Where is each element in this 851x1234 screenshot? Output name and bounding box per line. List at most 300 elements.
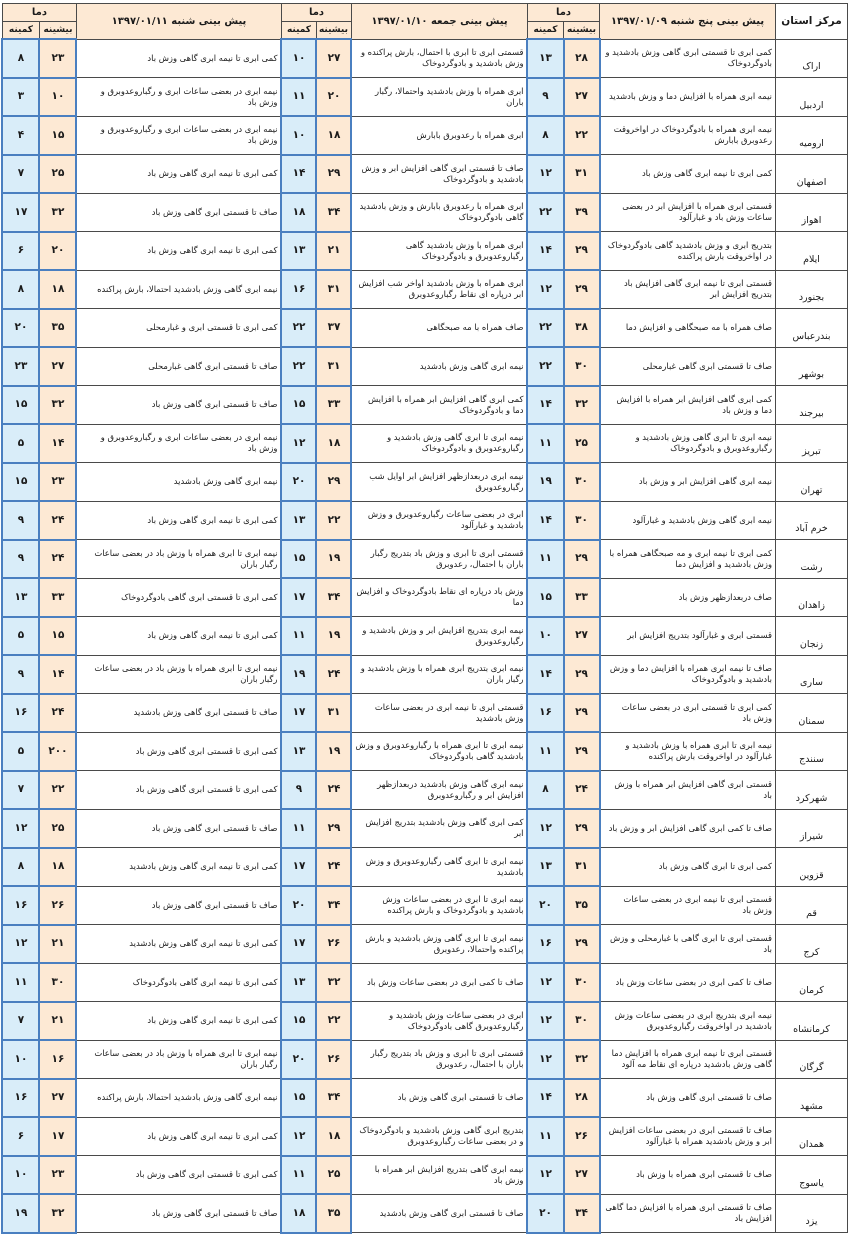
day2-max-temp: ۱۹: [316, 540, 351, 579]
day3-min-temp: ۱۷: [2, 193, 39, 232]
day1-min-temp: ۱۰: [527, 617, 563, 656]
day2-forecast: نیمه ابری گاهی وزش بادشدید دربعدازظهر افزایش ابر و رگباروعدوبرق: [351, 771, 527, 810]
day1-forecast: صاف دربعدازظهر وزش باد: [600, 578, 776, 617]
day1-forecast: کمی ابری گاهی افزایش ابر همراه با افزایش دما و وزش باد: [600, 386, 776, 425]
day2-min-temp: ۱۳: [281, 732, 316, 771]
table-row: [2, 309, 847, 348]
day3-forecast: صاف تا قسمتی ابری گاهی وزش باد: [76, 193, 281, 232]
day3-forecast: کمی ابری تا نیمه ابری گاهی وزش باد: [76, 232, 281, 271]
day3-forecast: کمی ابری تا قسمتی ابری گاهی وزش باد: [76, 771, 281, 810]
table-row: [2, 655, 847, 694]
day3-min-temp: ۱۵: [2, 463, 39, 502]
day1-min-temp: ۲۲: [527, 193, 563, 232]
day1-min-temp: ۱۴: [527, 386, 563, 425]
day2-forecast: قسمتی ابری تا ابری و وزش باد بتدریج رگبار باران با احتمال، رعدوبرق: [351, 540, 527, 579]
table-row: [2, 39, 847, 78]
day3-forecast: کمی ابری تا نیمه ابری گاهی بادوگردوخاک: [76, 963, 281, 1002]
day3-min-temp: ۸: [2, 270, 39, 309]
day1-min-temp: ۱۴: [527, 655, 563, 694]
day3-forecast: صاف تا قسمتی ابری گاهی وزش باد: [76, 386, 281, 425]
day3-max-temp: ۲۰: [39, 232, 76, 271]
day3-forecast: نیمه ابری گاهی وزش بادشدید: [76, 463, 281, 502]
day1-max-temp: ۳۱: [564, 155, 600, 194]
table-row: [2, 193, 847, 232]
day1-min-temp: ۱۲: [527, 270, 563, 309]
day1-max-temp: ۲۹: [564, 655, 600, 694]
day1-forecast: صاف تا کمی ابری در بعضی ساعات وزش باد: [600, 963, 776, 1002]
day1-min-temp: ۱۲: [527, 809, 563, 848]
day2-forecast: قسمتی ابری تا ابری و وزش باد بتدریج رگبار باران با احتمال، رعدوبرق: [351, 1040, 527, 1079]
day3-max-temp: ۲۳: [39, 1156, 76, 1195]
day3-min-temp: ۴: [2, 116, 39, 155]
day3-min-temp: ۱۲: [2, 809, 39, 848]
day2-min-temp: ۱۵: [281, 540, 316, 579]
province-name: زنجان: [776, 617, 848, 656]
day3-min-temp: ۲۰: [2, 309, 39, 348]
day2-min-temp: ۱۳: [281, 232, 316, 271]
day2-forecast: نیمه ابری گاهی وزش بادشدید: [351, 347, 527, 386]
province-name: خرم آباد: [776, 501, 848, 540]
day2-max-header: بیشینه: [316, 22, 351, 40]
day1-max-temp: ۳۰: [564, 347, 600, 386]
day1-max-temp: ۳۱: [564, 848, 600, 887]
province-name: شهرکرد: [776, 771, 848, 810]
header-row: [2, 4, 847, 22]
day1-forecast: نیمه ابری همراه با بادوگردوخاک در اواخروقت رعدوبرق بابارش: [600, 116, 776, 155]
day2-forecast: صاف همراه با مه صبحگاهی: [351, 309, 527, 348]
day2-max-temp: ۳۱: [316, 347, 351, 386]
day3-max-temp: ۳۰: [39, 963, 76, 1002]
day2-max-temp: ۳۱: [316, 694, 351, 733]
day1-forecast: بتدریج ابری و وزش بادشدید گاهی بادوگردوخاک در اواخروقت بارش پراکنده: [600, 232, 776, 271]
day3-min-temp: ۷: [2, 771, 39, 810]
day2-min-temp: ۱۵: [281, 1079, 316, 1118]
day2-min-temp: ۲۰: [281, 1040, 316, 1079]
day2-max-temp: ۳۵: [316, 1194, 351, 1233]
day2-forecast: نیمه ابری تا ابری گاهی وزش بادشدید و بارش پراکنده واحتمالا، رعدوبرق: [351, 925, 527, 964]
day3-forecast: کمی ابری تا نیمه ابری گاهی وزش باد: [76, 39, 281, 78]
day3-max-header: بیشینه: [39, 22, 76, 40]
province-name: تبریز: [776, 424, 848, 463]
province-name: کرمان: [776, 963, 848, 1002]
day1-max-temp: ۲۸: [564, 1079, 600, 1118]
day2-min-temp: ۱۹: [281, 655, 316, 694]
day1-forecast: قسمتی ابری گاهی افزایش ابر همراه با وزش باد: [600, 771, 776, 810]
day1-forecast: کمی ابری تا قسمتی ابری در بعضی ساعات وزش باد: [600, 694, 776, 733]
day2-max-temp: ۲۲: [316, 501, 351, 540]
forecast-table: [1, 3, 848, 1234]
day3-min-temp: ۱۲: [2, 925, 39, 964]
day1-min-temp: ۱۴: [527, 1079, 563, 1118]
day1-max-temp: ۳۳: [564, 578, 600, 617]
day3-max-temp: ۳۲: [39, 193, 76, 232]
day1-max-temp: ۳۸: [564, 309, 600, 348]
day3-max-temp: ۲۳: [39, 39, 76, 78]
day2-max-temp: ۳۴: [316, 193, 351, 232]
day2-min-temp: ۱۴: [281, 155, 316, 194]
day1-min-temp: ۱۲: [527, 1040, 563, 1079]
day2-forecast: نیمه ابری تا ابری گاهی رگباروعدوبرق و وزش بادشدید: [351, 848, 527, 887]
province-name: تهران: [776, 463, 848, 502]
province-name: سمنان: [776, 694, 848, 733]
day3-min-temp: ۱۳: [2, 578, 39, 617]
province-name: مشهد: [776, 1079, 848, 1118]
day2-max-temp: ۲۴: [316, 771, 351, 810]
day1-min-temp: ۸: [527, 116, 563, 155]
day2-forecast: نیمه ابری دربعدازظهر افزایش ابر اوایل شب رگباروعدوبرق: [351, 463, 527, 502]
day1-max-temp: ۳۰: [564, 1002, 600, 1041]
day1-forecast: قسمتی ابری و غبارآلود بتدریج افزایش ابر: [600, 617, 776, 656]
day1-temp-header: دما: [527, 4, 599, 22]
day3-min-temp: ۶: [2, 1117, 39, 1156]
day1-min-temp: ۱۲: [527, 155, 563, 194]
day2-forecast: نیمه ابری تا ابری گاهی وزش بادشدید و رگباروعدوبرق و بادوگردوخاک: [351, 424, 527, 463]
day2-min-temp: ۱۲: [281, 1117, 316, 1156]
day3-min-temp: ۱۶: [2, 694, 39, 733]
day1-max-header: بیشینه: [564, 22, 600, 40]
table-row: [2, 732, 847, 771]
day1-forecast: کمی ابری تا ابری گاهی وزش باد: [600, 848, 776, 887]
day1-forecast: کمی ابری تا نیمه ابری و مه صبحگاهی همراه با وزش بادشدید و افزایش دما: [600, 540, 776, 579]
day1-forecast: صاف تا قسمتی ابری در بعضی ساعات افزایش ابر و وزش بادشدید همراه با غبارآلود: [600, 1117, 776, 1156]
province-name: ارومیه: [776, 116, 848, 155]
province-name: بجنورد: [776, 270, 848, 309]
day1-max-temp: ۲۸: [564, 39, 600, 78]
day2-forecast: قسمتی ابری تا نیمه ابری در بعضی ساعات وزش بادشدید: [351, 694, 527, 733]
day1-max-temp: ۲۷: [564, 1156, 600, 1195]
table-row: [2, 1040, 847, 1079]
day2-forecast: صاف تا قسمتی ابری گاهی وزش باد: [351, 1079, 527, 1118]
day1-max-temp: ۲۹: [564, 809, 600, 848]
day3-min-temp: ۹: [2, 501, 39, 540]
day1-min-temp: ۱۴: [527, 501, 563, 540]
day1-forecast: نیمه ابری گاهی وزش بادشدید و غبارآلود: [600, 501, 776, 540]
day1-max-temp: ۲۹: [564, 232, 600, 271]
day3-max-temp: ۱۴: [39, 655, 76, 694]
day3-forecast: صاف تا قسمتی ابری گاهی وزش باد: [76, 886, 281, 925]
day3-forecast: کمی ابری تا نیمه ابری گاهی وزش بادشدید: [76, 848, 281, 887]
day3-max-temp: ۲۰۰: [39, 732, 76, 771]
province-name: ساری: [776, 655, 848, 694]
day3-forecast: نیمه ابری گاهی وزش بادشدید احتمالا، بارش پراکنده: [76, 270, 281, 309]
table-row: [2, 78, 847, 117]
forecast-rows: [2, 39, 847, 1233]
table-row: [2, 1117, 847, 1156]
day2-forecast: بتدریج ابری گاهی وزش بادشدید و بادوگردوخاک و در بعضی ساعات رگباروعدوبرق: [351, 1117, 527, 1156]
day3-min-temp: ۱۱: [2, 963, 39, 1002]
day1-min-temp: ۱۶: [527, 694, 563, 733]
day2-forecast: ابری در بعضی ساعات وزش بادشدید و رگباروعدوبرق گاهی بادوگردوخاک: [351, 1002, 527, 1041]
day3-forecast: نیمه ابری گاهی وزش بادشدید احتمالا، بارش پراکنده: [76, 1079, 281, 1118]
day3-min-temp: ۹: [2, 655, 39, 694]
province-name: سنندج: [776, 732, 848, 771]
day2-min-temp: ۱۷: [281, 848, 316, 887]
day3-min-temp: ۹: [2, 540, 39, 579]
table-row: [2, 463, 847, 502]
day3-forecast: کمی ابری تا نیمه ابری گاهی وزش باد: [76, 1117, 281, 1156]
day1-max-temp: ۲۵: [564, 424, 600, 463]
day1-forecast: نیمه ابری تا ابری گاهی وزش بادشدید و رگباروعدوبرق و بادوگردوخاک: [600, 424, 776, 463]
day3-forecast: کمی ابری تا نیمه ابری گاهی وزش بادشدید: [76, 925, 281, 964]
day1-min-temp: ۱۶: [527, 925, 563, 964]
day2-forecast: ابری همراه با وزش بادشدید واحتمالا، رگبار باران: [351, 78, 527, 117]
table-row: [2, 886, 847, 925]
day3-min-temp: ۱۶: [2, 886, 39, 925]
day3-max-temp: ۲۶: [39, 886, 76, 925]
day1-forecast: قسمتی ابری تا ابری گاهی با غبارمحلی و وزش باد: [600, 925, 776, 964]
day2-min-temp: ۱۳: [281, 501, 316, 540]
day1-forecast: نیمه ابری بتدریج ابری در بعضی ساعات وزش بادشدید در اواخروقت رگباروعدوبرق: [600, 1002, 776, 1041]
day1-max-temp: ۲۹: [564, 925, 600, 964]
table-row: [2, 848, 847, 887]
day3-min-temp: ۶: [2, 232, 39, 271]
day2-max-temp: ۳۴: [316, 578, 351, 617]
day1-min-temp: ۲۰: [527, 1194, 563, 1233]
day3-forecast: صاف تا قسمتی ابری گاهی وزش بادشدید: [76, 694, 281, 733]
day2-max-temp: ۱۸: [316, 116, 351, 155]
day2-max-temp: ۱۹: [316, 732, 351, 771]
day2-forecast: صاف تا قسمتی ابری گاهی وزش بادشدید: [351, 1194, 527, 1233]
day3-min-temp: ۵: [2, 424, 39, 463]
day3-max-temp: ۱۸: [39, 848, 76, 887]
day2-forecast: کمی ابری گاهی افزایش ابر همراه با افزایش دما و بادوگردوخاک: [351, 386, 527, 425]
day1-max-temp: ۳۰: [564, 501, 600, 540]
day2-forecast: نیمه ابری گاهی بتدریج افزایش ابر همراه با وزش باد: [351, 1156, 527, 1195]
day1-header: پیش بینی پنج شنبه ۱۳۹۷/۰۱/۰۹: [600, 4, 776, 40]
province-name: رشت: [776, 540, 848, 579]
day2-forecast: وزش باد درپاره ای نقاط بادوگردوخاک و افزایش دما: [351, 578, 527, 617]
day1-min-temp: ۹: [527, 78, 563, 117]
day3-forecast: نیمه ابری تا ابری همراه با وزش باد در بعضی ساعات رگبار باران: [76, 1040, 281, 1079]
day3-max-temp: ۳۲: [39, 386, 76, 425]
day3-forecast: کمی ابری تا نیمه ابری گاهی وزش باد: [76, 617, 281, 656]
day2-max-temp: ۲۹: [316, 809, 351, 848]
day1-min-temp: ۲۲: [527, 309, 563, 348]
day1-min-temp: ۲۰: [527, 886, 563, 925]
day3-forecast: نیمه ابری تا ابری همراه با وزش باد در بعضی ساعات رگبار باران: [76, 655, 281, 694]
day2-max-temp: ۲۹: [316, 155, 351, 194]
day3-header: پیش بینی شنبه ۱۳۹۷/۰۱/۱۱: [76, 4, 281, 40]
day3-max-temp: ۲۳: [39, 463, 76, 502]
day2-forecast: نیمه ابری بتدریج ابری همراه با وزش بادشدید و رگبار باران: [351, 655, 527, 694]
table-row: [2, 232, 847, 271]
day1-min-temp: ۲۲: [527, 347, 563, 386]
day3-max-temp: ۳۲: [39, 1194, 76, 1233]
day1-max-temp: ۲۴: [564, 771, 600, 810]
province-name: اهواز: [776, 193, 848, 232]
day3-min-temp: ۷: [2, 1002, 39, 1041]
province-name: همدان: [776, 1117, 848, 1156]
day3-max-temp: ۲۲: [39, 771, 76, 810]
day2-forecast: نیمه ابری تا ابری همراه با رگباروعدوبرق و وزش بادشدید گاهی بادوگردوخاک: [351, 732, 527, 771]
day1-max-temp: ۲۲: [564, 116, 600, 155]
day2-forecast: ابری همراه با وزش بادشدید اواخر شب افزایش ابر درپاره ای نقاط رگباروعدوبرق: [351, 270, 527, 309]
table-row: [2, 1156, 847, 1195]
day3-min-temp: ۱۵: [2, 386, 39, 425]
day2-min-temp: ۱۷: [281, 925, 316, 964]
table-row: [2, 1002, 847, 1041]
day2-min-temp: ۱۰: [281, 39, 316, 78]
day1-max-temp: ۲۹: [564, 270, 600, 309]
day1-max-temp: ۲۷: [564, 617, 600, 656]
day3-min-temp: ۵: [2, 617, 39, 656]
day2-min-temp: ۱۵: [281, 386, 316, 425]
day1-forecast: نیمه ابری گاهی افزایش ابر و وزش باد: [600, 463, 776, 502]
day1-forecast: صاف تا قسمتی ابری همراه با افزایش دما گاهی افزایش باد: [600, 1194, 776, 1233]
province-name: یزد: [776, 1194, 848, 1233]
day2-forecast: ابری در بعضی ساعات رگباروعدوبرق و وزش بادشدید و غبارآلود: [351, 501, 527, 540]
day2-max-temp: ۲۵: [316, 1156, 351, 1195]
table-row: [2, 424, 847, 463]
day3-forecast: نیمه ابری در بعضی ساعات ابری و رگباروعدوبرق و وزش باد: [76, 78, 281, 117]
day2-min-temp: ۱۲: [281, 424, 316, 463]
day1-max-temp: ۲۹: [564, 540, 600, 579]
day3-max-temp: ۲۴: [39, 501, 76, 540]
day1-max-temp: ۲۶: [564, 1117, 600, 1156]
day3-max-temp: ۳۵: [39, 309, 76, 348]
day3-min-temp: ۱۰: [2, 1156, 39, 1195]
day3-max-temp: ۱۶: [39, 1040, 76, 1079]
day2-forecast: نیمه ابری بتدریج افزایش ابر و وزش بادشدید و رگباروعدوبرق: [351, 617, 527, 656]
day1-min-temp: ۸: [527, 771, 563, 810]
day3-forecast: کمی ابری تا قسمتی ابری گاهی بادوگردوخاک: [76, 578, 281, 617]
day1-max-temp: ۳۰: [564, 463, 600, 502]
day3-min-header: کمینه: [2, 22, 39, 40]
day3-forecast: کمی ابری تا قسمتی ابری و غبارمحلی: [76, 309, 281, 348]
day1-max-temp: ۲۷: [564, 78, 600, 117]
day2-max-temp: ۳۳: [316, 386, 351, 425]
forecast-page: [3, 3, 848, 1234]
table-row: [2, 1194, 847, 1233]
day1-max-temp: ۳۰: [564, 963, 600, 1002]
day1-min-temp: ۱۹: [527, 463, 563, 502]
day1-max-temp: ۳۵: [564, 886, 600, 925]
day1-max-temp: ۳۲: [564, 386, 600, 425]
day2-min-temp: ۱۸: [281, 193, 316, 232]
day2-forecast: کمی ابری گاهی وزش بادشدید بتدریج افزایش ابر: [351, 809, 527, 848]
day2-min-temp: ۱۸: [281, 1194, 316, 1233]
day1-forecast: قسمتی ابری تا نیمه ابری گاهی افزایش باد بتدریج افزایش ابر: [600, 270, 776, 309]
province-name: شیراز: [776, 809, 848, 848]
day2-max-temp: ۳۷: [316, 309, 351, 348]
day2-min-header: کمینه: [281, 22, 316, 40]
day1-max-temp: ۳۴: [564, 1194, 600, 1233]
table-row: [2, 116, 847, 155]
day1-min-temp: ۱۱: [527, 1117, 563, 1156]
province-name: کرج: [776, 925, 848, 964]
province-name: زاهدان: [776, 578, 848, 617]
day2-min-temp: ۱۷: [281, 694, 316, 733]
day3-max-temp: ۲۵: [39, 809, 76, 848]
day1-min-temp: ۱۱: [527, 424, 563, 463]
day2-forecast: صاف تا کمی ابری در بعضی ساعات وزش باد: [351, 963, 527, 1002]
day3-max-temp: ۲۷: [39, 347, 76, 386]
day3-min-temp: ۱۶: [2, 1079, 39, 1118]
day1-min-temp: ۱۲: [527, 963, 563, 1002]
province-name: گرگان: [776, 1040, 848, 1079]
table-row: [2, 270, 847, 309]
day1-max-temp: ۲۹: [564, 694, 600, 733]
day3-min-temp: ۷: [2, 155, 39, 194]
day3-forecast: صاف تا قسمتی ابری گاهی غبارمحلی: [76, 347, 281, 386]
day3-forecast: صاف تا قسمتی ابری گاهی وزش باد: [76, 1194, 281, 1233]
day1-forecast: صاف همراه با مه صبحگاهی و افزایش دما: [600, 309, 776, 348]
day3-forecast: کمی ابری تا نیمه ابری گاهی وزش باد: [76, 155, 281, 194]
day2-max-temp: ۲۶: [316, 1040, 351, 1079]
table-row: [2, 694, 847, 733]
province-name: قم: [776, 886, 848, 925]
day2-min-temp: ۱۵: [281, 1002, 316, 1041]
day1-min-header: کمینه: [527, 22, 563, 40]
table-row: [2, 386, 847, 425]
day3-max-temp: ۲۱: [39, 925, 76, 964]
day2-forecast: ابری همراه با وزش بادشدید گاهی رگباروعدوبرق و بادوگردوخاک: [351, 232, 527, 271]
day2-max-temp: ۱۹: [316, 617, 351, 656]
day1-forecast: قسمتی ابری تا نیمه ابری همراه با افزایش دما گاهی وزش بادشدید درپاره ای نقاط مه آلود: [600, 1040, 776, 1079]
day2-forecast: قسمتی ابری تا ابری با احتمال، بارش پراکنده و وزش بادشدید و بادوگردوخاک: [351, 39, 527, 78]
day2-forecast: نیمه ابری تا ابری در بعضی ساعات وزش بادشدید و بادوگردوخاک و بارش پراکنده: [351, 886, 527, 925]
day2-header: پیش بینی جمعه ۱۳۹۷/۰۱/۱۰: [351, 4, 527, 40]
table-row: [2, 925, 847, 964]
day2-min-temp: ۱۳: [281, 963, 316, 1002]
day1-min-temp: ۱۲: [527, 1002, 563, 1041]
day3-max-temp: ۳۳: [39, 578, 76, 617]
day2-max-temp: ۲۹: [316, 463, 351, 502]
day2-min-temp: ۹: [281, 771, 316, 810]
day2-min-temp: ۲۲: [281, 347, 316, 386]
table-row: [2, 771, 847, 810]
day1-min-temp: ۱۱: [527, 732, 563, 771]
day2-max-temp: ۲۱: [316, 232, 351, 271]
table-row: [2, 578, 847, 617]
day2-min-temp: ۱۱: [281, 809, 316, 848]
table-row: [2, 540, 847, 579]
day1-forecast: قسمتی ابری همراه با افزایش ابر در بعضی ساعات وزش باد و غبارآلود: [600, 193, 776, 232]
province-name: اراک: [776, 39, 848, 78]
day1-max-temp: ۲۹: [564, 732, 600, 771]
day3-forecast: کمی ابری تا قسمتی ابری گاهی وزش باد: [76, 1156, 281, 1195]
day2-min-temp: ۱۱: [281, 78, 316, 117]
day1-forecast: صاف تا کمی ابری گاهی افزایش ابر و وزش باد: [600, 809, 776, 848]
table-row: [2, 809, 847, 848]
day2-forecast: صاف تا قسمتی ابری گاهی افزایش ابر و وزش بادشدید و بادوگردوخاک: [351, 155, 527, 194]
day3-max-temp: ۱۷: [39, 1117, 76, 1156]
day3-max-temp: ۱۴: [39, 424, 76, 463]
table-row: [2, 617, 847, 656]
day3-max-temp: ۱۵: [39, 617, 76, 656]
day1-max-temp: ۳۲: [564, 1040, 600, 1079]
day1-forecast: صاف تا قسمتی ابری گاهی غبارمحلی: [600, 347, 776, 386]
day2-min-temp: ۲۰: [281, 463, 316, 502]
day2-min-temp: ۱۷: [281, 578, 316, 617]
day3-min-temp: ۱۰: [2, 1040, 39, 1079]
day2-max-temp: ۲۶: [316, 925, 351, 964]
day2-max-temp: ۲۲: [316, 1002, 351, 1041]
province-header: مرکز استان: [776, 4, 848, 40]
day1-forecast: قسمتی ابری تا نیمه ابری در بعضی ساعات وزش باد: [600, 886, 776, 925]
day1-min-temp: ۱۳: [527, 848, 563, 887]
table-row: [2, 501, 847, 540]
day2-min-temp: ۱۶: [281, 270, 316, 309]
day3-forecast: صاف تا قسمتی ابری گاهی وزش باد: [76, 809, 281, 848]
day3-min-temp: ۱۹: [2, 1194, 39, 1233]
province-name: بندرعباس: [776, 309, 848, 348]
day2-max-temp: ۳۲: [316, 963, 351, 1002]
day1-min-temp: ۱۴: [527, 232, 563, 271]
day3-max-temp: ۱۵: [39, 116, 76, 155]
day1-min-temp: ۱۳: [527, 39, 563, 78]
table-row: [2, 1079, 847, 1118]
